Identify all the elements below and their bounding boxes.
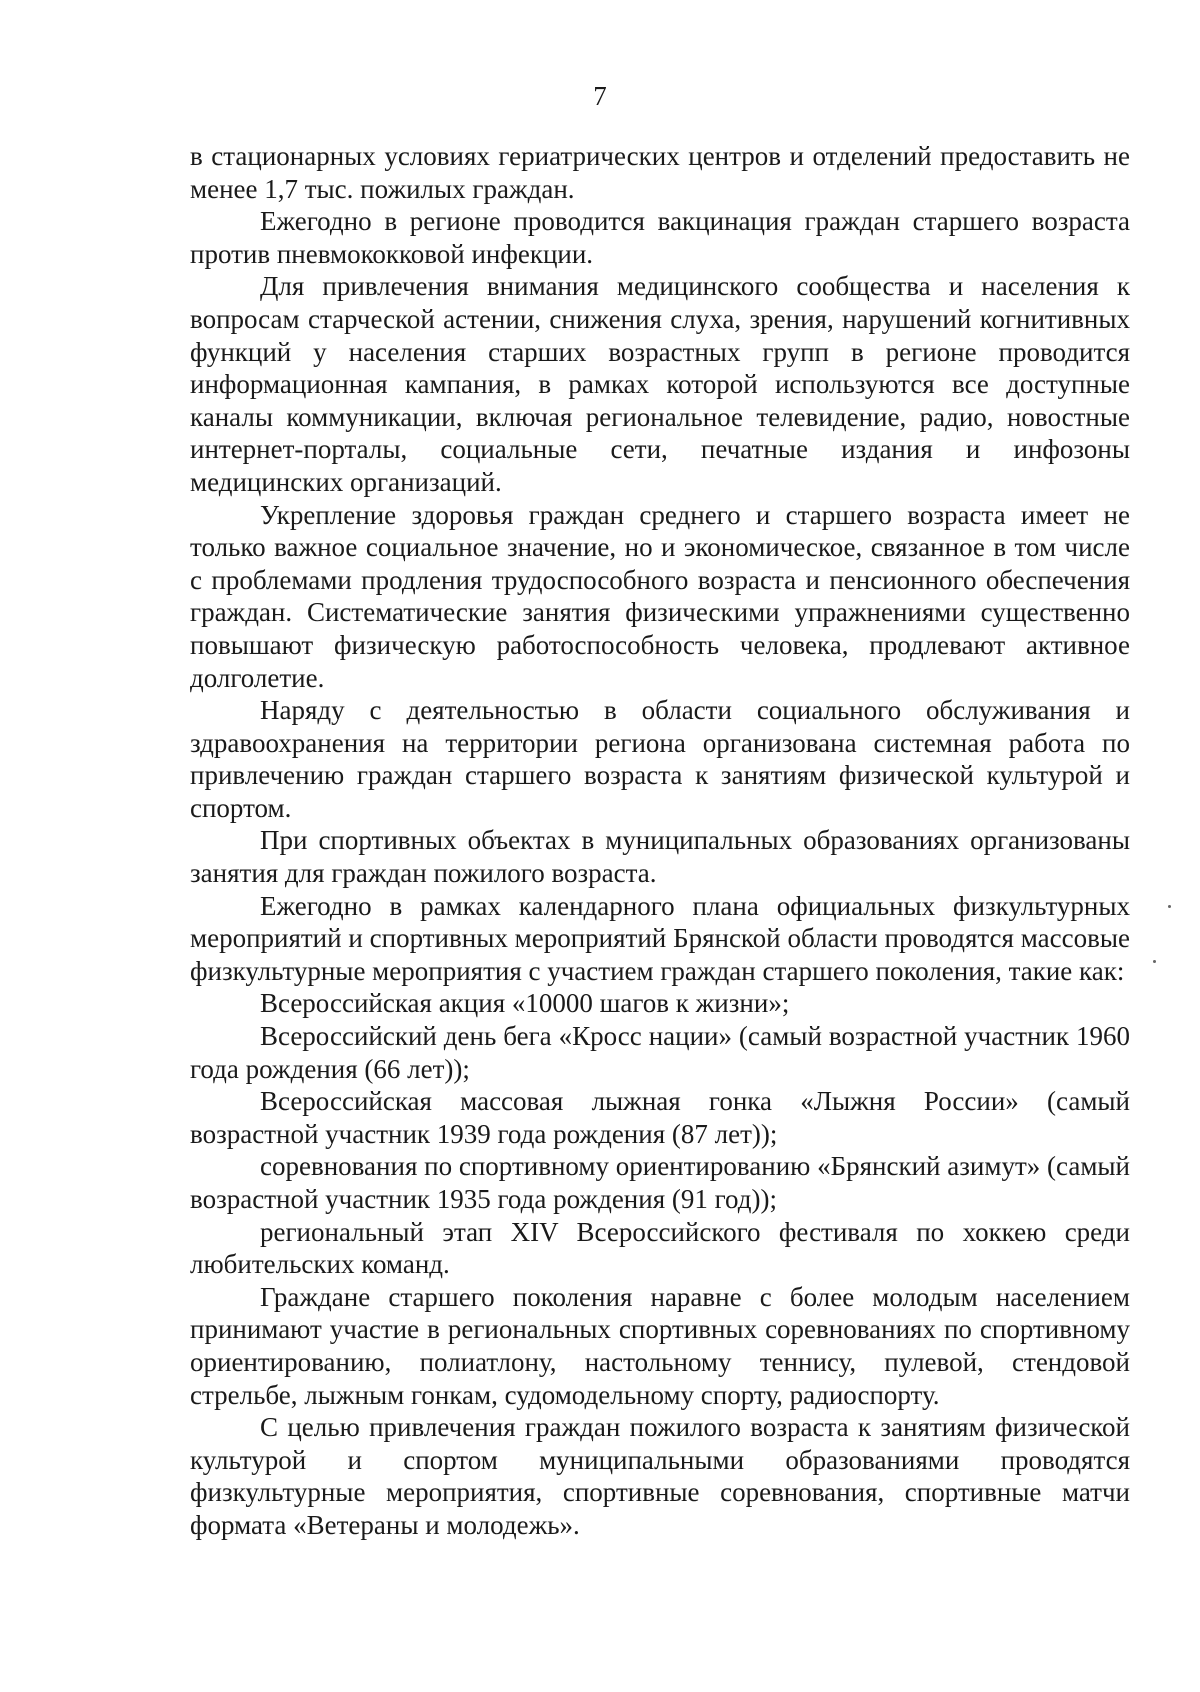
scan-speck — [1153, 960, 1156, 963]
document-body — [190, 140, 1130, 1542]
paragraph: Ежегодно в регионе проводится вакцинация граждан старшего возраста против пневмококковой инфекции. — [190, 206, 1130, 269]
list-item: Всероссийский день бега «Кросс нации» (самый возрастной участник 1960 года рождения (66 лет)); — [190, 1021, 1130, 1084]
paragraph: Для привлечения внимания медицинского сообщества и населения к вопросам старческой астении, снижения слуха, зрения, нарушений когнитивных функций у населения старших возрастных групп в регионе проводится информационная кампания, в рамках которой используются все доступные каналы коммуникации, включая региональное телевидение, радио, новостные интернет-порталы, социальные сети, печатные издания и инфозоны медицинских организаций. — [190, 271, 1130, 497]
list-item: региональный этап XIV Всероссийского фестиваля по хоккею среди любительских команд. — [190, 1216, 1130, 1280]
paragraph: При спортивных объектах в муниципальных образованиях организованы занятия для граждан пожилого возраста. — [190, 825, 1130, 889]
list-item: Всероссийская акция «10000 шагов к жизни»; — [260, 988, 790, 1019]
paragraph: Наряду с деятельностью в области социального обслуживания и здравоохранения на территории региона организована системная работа по привлечению граждан старшего возраста к занятиям физической культурой и спортом. — [190, 695, 1130, 823]
paragraph: Граждане старшего поколения наравне с более молодым населением принимают участие в региональных спортивных соревнованиях по спортивному ориентированию, полиатлону, настольному теннису, пулевой, стендовой стрельбе, лыжным гонкам, судомодельному спорту, радиоспорту. — [190, 1281, 1130, 1410]
scan-speck — [1168, 905, 1171, 908]
list-item: соревнования по спортивному ориентированию «Брянский азимут» (самый возрастной участник 1935 года рождения (91 год)); — [190, 1151, 1130, 1214]
page-number: 7 — [593, 81, 607, 111]
list-item: Всероссийская массовая лыжная гонка «Лыжня России» (самый возрастной участник 1939 года рождения (87 лет)); — [190, 1086, 1130, 1149]
paragraph: в стационарных условиях гериатрических центров и отделений предоставить не менее 1,7 тыс. пожилых граждан. — [190, 141, 1130, 204]
paragraph: С целью привлечения граждан пожилого возраста к занятиям физической культурой и спортом муниципальными образованиями проводятся физкультурные мероприятия, спортивные соревнования, спортивные матчи формата «Ветераны и молодежь». — [190, 1412, 1130, 1540]
paragraph: Ежегодно в рамках календарного плана официальных физкультурных мероприятий и спортивных мероприятий Брянской области проводятся массовые физкультурные мероприятия с участием граждан старшего поколения, такие как: — [190, 890, 1130, 986]
paragraph: Укрепление здоровья граждан среднего и старшего возраста имеет не только важное социальное значение, но и экономическое, связанное в том числе с проблемами продления трудоспособного возраста и пенсионного обеспечения граждан. Систематические занятия физическими упражнениями существенно повышают физическую работоспособность человека, продлевают активное долголетие. — [190, 499, 1130, 693]
